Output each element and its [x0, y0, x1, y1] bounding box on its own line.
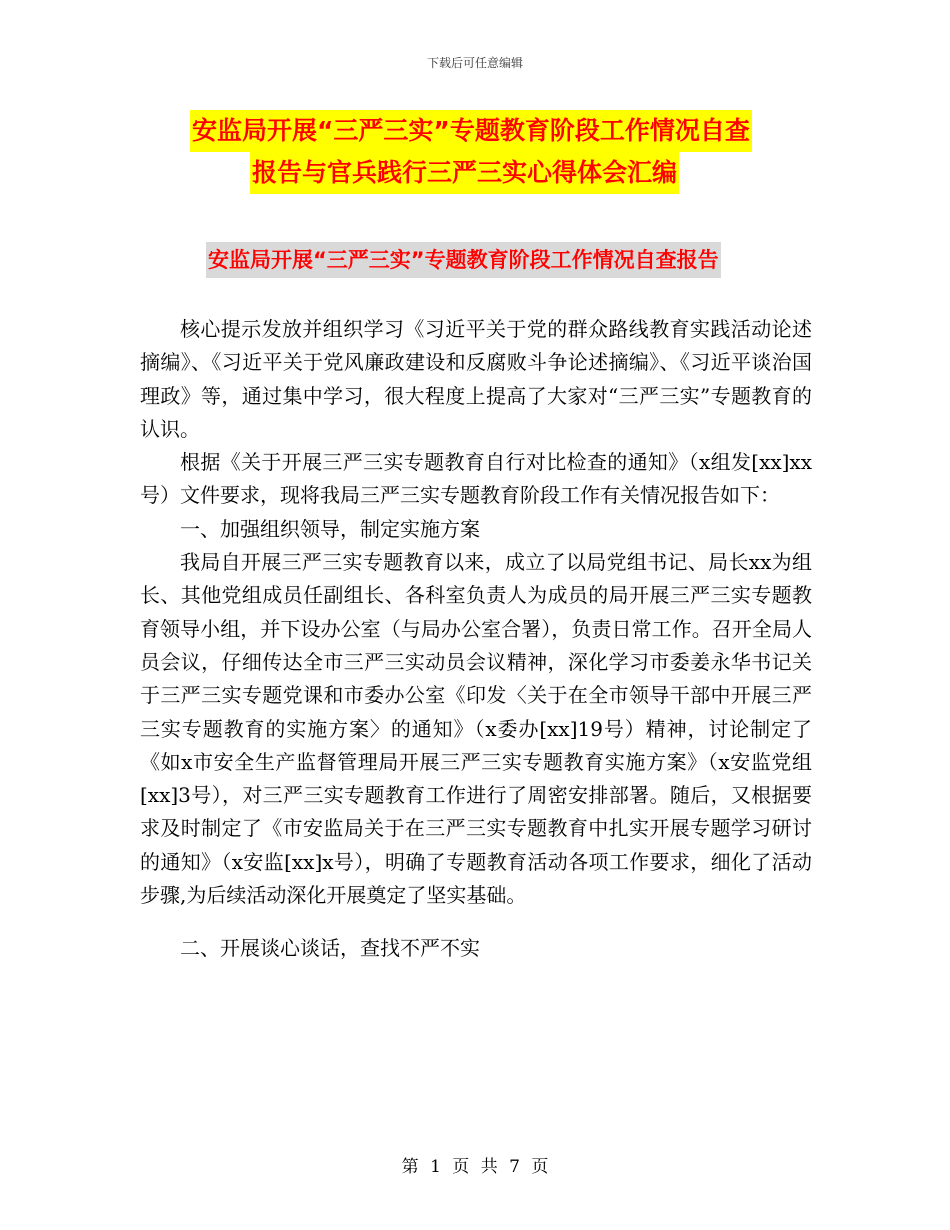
body-text	[140, 313, 812, 966]
title-line-2: 报告与官兵践行三严三实心得体会汇编	[250, 152, 679, 194]
section-heading-1: 一、加强组织领导，制定实施方案	[180, 516, 480, 541]
section-heading-2: 二、开展谈心谈话，查找不严不实	[180, 936, 480, 961]
paragraph: 我局自开展三严三实专题教育以来，成立了以局党组书记、局长xx为组长、其他党组成员任副组长、各科室负责人为成员的局开展三严三实专题教育领导小组，并下设办公室（与局办公室合署），负责日常工作。召开全局人员会议，仔细传达全市三严三实动员会议精神，深化学习市委姜永华书记关于三严三实专题党课和市委办公室《印发〈关于在全市领导干部中开展三严三实专题教育的实施方案〉的通知》（x委办[xx]19号）精神，讨论制定了《如x市安全生产监督管理局开展三严三实专题教育实施方案》（x安监党组[xx]3号），对三严三实专题教育工作进行了周密安排部署。随后，又根据要求及时制定了《市安监局关于在三严三实专题教育中扎实开展专题学习研讨的通知》（x安监[xx]x号），明确了专题教育活动各项工作要求，细化了活动步骤,为后续活动深化开展奠定了坚实基础。	[140, 550, 812, 908]
document-title	[190, 110, 830, 194]
title-line-1: 安监局开展“三严三实”专题教育阶段工作情况自查	[190, 110, 752, 152]
paragraph: 根据《关于开展三严三实专题教育自行对比检查的通知》（x组发[xx]xx号）文件要求，现将我局三严三实专题教育阶段工作有关情况报告如下：	[140, 450, 812, 508]
page-footer: 第 1 页 共 7 页	[401, 1157, 549, 1177]
header-note: 下载后可任意编辑	[426, 56, 523, 70]
paragraph: 核心提示发放并组织学习《习近平关于党的群众路线教育实践活动论述摘编》、《习近平关于党风廉政建设和反腐败斗争论述摘编》、《习近平谈治国理政》等，通过集中学习，很大程度上提高了大家对“三严三实”专题教育的认识。	[140, 317, 812, 441]
section-title: 安监局开展“三严三实”专题教育阶段工作情况自查报告	[206, 242, 721, 278]
